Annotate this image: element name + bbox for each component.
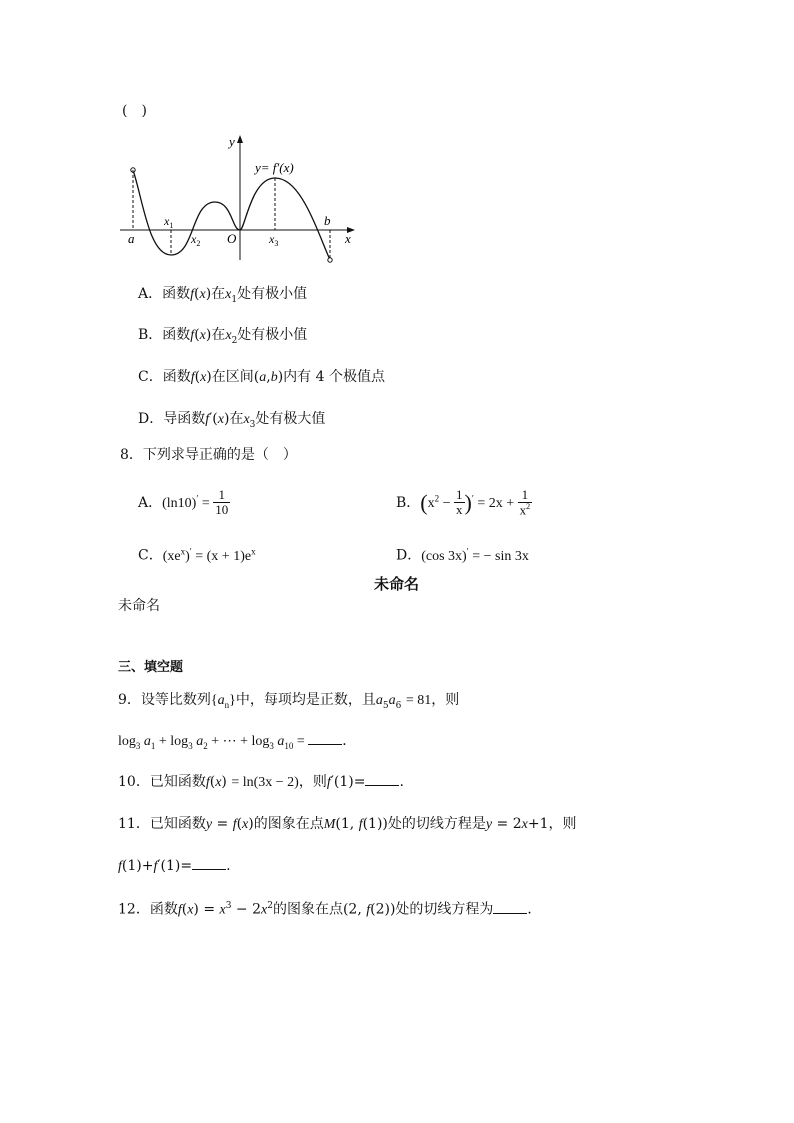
x1-label: $x_1$ [164,214,174,230]
derivative-graph [115,130,360,265]
question-10: 10．已知函数f(x) = ln(3x − 2)，则f′(1)= . [118,774,404,790]
q8-option-b: B．($x^2$ − $\frac{1}{x}$ )′ = 2x + $\frac{1}{x^2}$ [396,487,531,518]
q7-option-d: D．导函数f′(x)在$x_3$处有极大值 [138,411,326,430]
q11-answer-blank[interactable] [192,868,226,870]
q9-answer-blank[interactable] [308,743,342,745]
x-axis-label: x [345,231,351,246]
question-11: 11．已知函数y = f(x)的图象在点M(1, f(1))处的切线方程是y = 2x+1，则 [118,816,577,832]
question-11-expression: f(1)+f′(1)= . [118,858,231,874]
origin-label: O [227,231,237,246]
question-12: 12．函数$f(x) = x^3 - 2x^2$的图象在点(2, f(2))处的切线方程为 ． [118,901,542,918]
x2-label: $x_2$ [191,232,201,248]
section-label: 未命名 [118,598,160,614]
q7-option-c: C．函数f(x)在区间(a,b)内有 4 个极值点 [138,369,385,385]
part-3-title: 三、填空题 [118,660,184,675]
question-7-answer-paren: ( ) [122,103,147,119]
q7-option-b: B．函数f(x)在$x_2$处有极小值 [138,327,308,346]
q8-option-a: A．(ln10)′ = $\frac{1}{10}$ [138,487,229,518]
question-9-expression: $\log_3 a_1 + \log_3 a_2$ + ⋯ + $\log_3 a_{10}$ = ． [118,734,357,751]
q8-option-d: D．(cos 3x)′ = − sin 3x [396,546,529,564]
q8-option-c: C．$(xe^x)' = (x + 1)e^x$ [138,546,256,564]
x3-label: $x_3$ [269,232,279,248]
question-8-stem: 8．下列求导正确的是（ ） [120,447,297,463]
point-b-label: b [324,213,331,228]
y-axis-label: y [229,134,235,149]
section-heading: 未命名 [374,575,420,593]
curve-label: y= f′(x) [255,160,294,175]
question-9: 9．设等比数列$\{a_n\}$中，每项均是正数，且$a_5a_6 = 81$，则 [118,692,460,711]
point-a-label: a [128,231,135,246]
q12-answer-blank[interactable] [493,912,527,914]
q10-answer-blank[interactable] [365,784,399,786]
q7-option-a: A．函数f(x)在$x_1$处有极小值 [138,286,308,305]
